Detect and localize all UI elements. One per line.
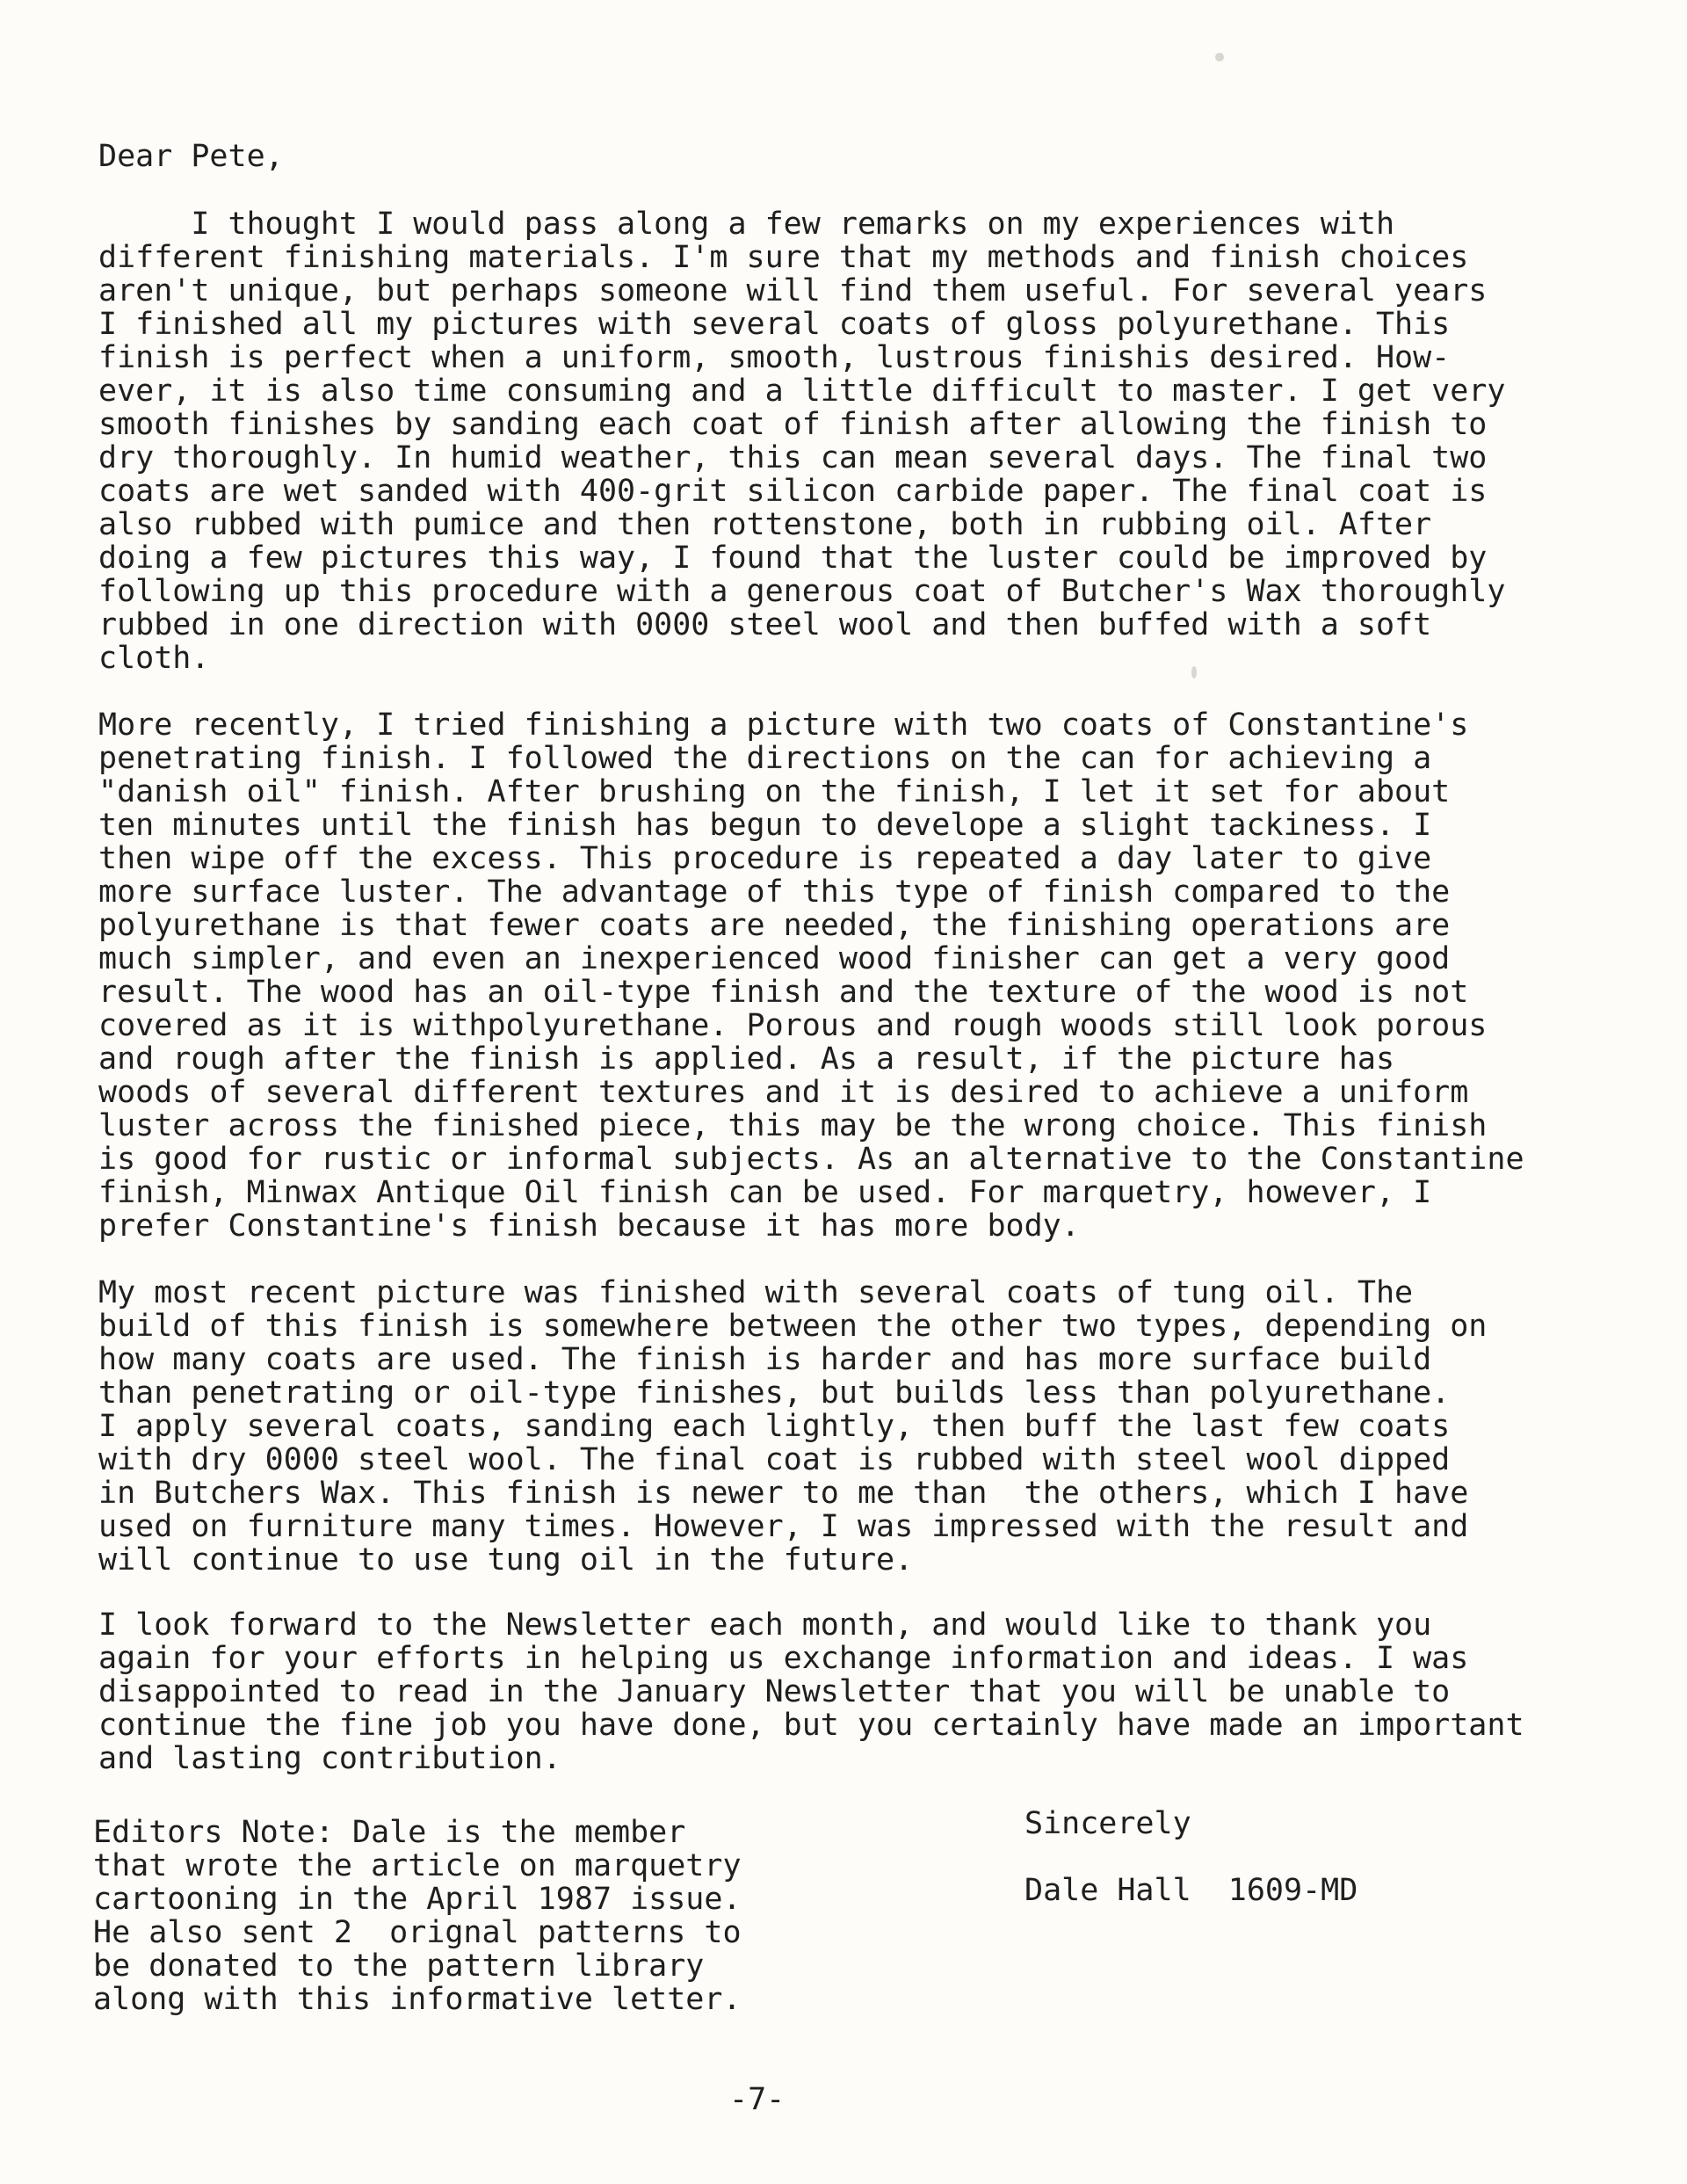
text-line: continue the fine job you have done, but you certainly have made an important bbox=[98, 1708, 1524, 1743]
text-line: finish is perfect when a uniform, smooth, lustrous finishis desired. How- bbox=[98, 340, 1451, 375]
text-line: smooth finishes by sanding each coat of finish after allowing the finish to bbox=[98, 407, 1488, 442]
text-line: I finished all my pictures with several coats of gloss polyurethane. This bbox=[98, 307, 1451, 342]
text-line: luster across the finished piece, this may be the wrong choice. This finish bbox=[98, 1108, 1488, 1143]
text-line: in Butchers Wax. This finish is newer to me than the others, which I have bbox=[98, 1476, 1469, 1511]
text-line: prefer Constantine's finish because it has more body. bbox=[98, 1208, 1080, 1244]
paper-speck bbox=[1191, 666, 1197, 678]
text-line: build of this finish is somewhere between the other two types, depending on bbox=[98, 1309, 1488, 1344]
text-line: aren't unique, but perhaps someone will find them useful. For several years bbox=[98, 273, 1488, 308]
text-line: with dry 0000 steel wool. The final coat is rubbed with steel wool dipped bbox=[98, 1442, 1451, 1477]
text-line: woods of several different textures and it is desired to achieve a uniform bbox=[98, 1075, 1469, 1110]
salutation: Dear Pete, bbox=[98, 139, 284, 174]
text-line: finish, Minwax Antique Oil finish can be used. For marquetry, however, I bbox=[98, 1175, 1432, 1210]
text-line: ever, it is also time consuming and a little difficult to master. I get very bbox=[98, 374, 1506, 409]
text-line: cloth. bbox=[98, 641, 210, 676]
text-line: more surface luster. The advantage of this type of finish compared to the bbox=[98, 874, 1451, 910]
text-line: polyurethane is that fewer coats are needed, the finishing operations are bbox=[98, 908, 1451, 943]
text-line: also rubbed with pumice and then rottenstone, both in rubbing oil. After bbox=[98, 507, 1432, 542]
text-line: disappointed to read in the January Newsletter that you will be unable to bbox=[98, 1674, 1451, 1709]
text-line: I look forward to the Newsletter each month, and would like to thank you bbox=[98, 1607, 1432, 1643]
text-line: and rough after the finish is applied. As a result, if the picture has bbox=[98, 1041, 1395, 1077]
text-line: will continue to use tung oil in the future. bbox=[98, 1542, 914, 1578]
text-line: following up this procedure with a generous coat of Butcher's Wax thoroughly bbox=[98, 574, 1506, 609]
text-line: I thought I would pass along a few remarks on my experiences with bbox=[98, 207, 1395, 242]
text-line: I apply several coats, sanding each lightly, then buff the last few coats bbox=[98, 1409, 1451, 1444]
text-line: penetrating finish. I followed the directions on the can for achieving a bbox=[98, 741, 1432, 776]
text-line: is good for rustic or informal subjects. As an alternative to the Constantine bbox=[98, 1142, 1524, 1177]
text-line: coats are wet sanded with 400-grit silicon carbide paper. The final coat is bbox=[98, 474, 1488, 509]
text-line: result. The wood has an oil-type finish and the texture of the wood is not bbox=[98, 975, 1469, 1010]
text-line: again for your efforts in helping us exchange information and ideas. I was bbox=[98, 1641, 1469, 1676]
text-line: ten minutes until the finish has begun to develope a slight tackiness. I bbox=[98, 808, 1432, 843]
text-line: and lasting contribution. bbox=[98, 1741, 561, 1776]
text-line: My most recent picture was finished with several coats of tung oil. The bbox=[98, 1275, 1414, 1310]
note-line: that wrote the article on marquetry bbox=[93, 1848, 742, 1883]
text-line: used on furniture many times. However, I was impressed with the result and bbox=[98, 1509, 1469, 1544]
text-line: More recently, I tried finishing a picture with two coats of Constantine's bbox=[98, 707, 1469, 743]
text-line: much simpler, and even an inexperienced wood finisher can get a very good bbox=[98, 941, 1451, 976]
note-line: along with this informative letter. bbox=[93, 1982, 742, 2017]
text-line: covered as it is withpolyurethane. Porous and rough woods still look porous bbox=[98, 1008, 1488, 1043]
text-line: doing a few pictures this way, I found that the luster could be improved by bbox=[98, 541, 1488, 576]
note-line: Editors Note: Dale is the member bbox=[93, 1815, 686, 1850]
text-line: dry thoroughly. In humid weather, this can mean several days. The final two bbox=[98, 440, 1488, 475]
page-number: -7- bbox=[729, 2082, 786, 2117]
note-line: cartooning in the April 1987 issue. bbox=[93, 1882, 742, 1917]
paper-speck bbox=[1215, 53, 1224, 62]
text-line: "danish oil" finish. After brushing on the finish, I let it set for about bbox=[98, 774, 1451, 809]
signature: Dale Hall 1609-MD bbox=[1025, 1873, 1358, 1908]
closing: Sincerely bbox=[1025, 1806, 1191, 1841]
text-line: rubbed in one direction with 0000 steel wool and then buffed with a soft bbox=[98, 607, 1432, 642]
text-line: then wipe off the excess. This procedure is repeated a day later to give bbox=[98, 841, 1432, 876]
text-line: than penetrating or oil-type finishes, but builds less than polyurethane. bbox=[98, 1375, 1451, 1411]
note-line: He also sent 2 orignal patterns to bbox=[93, 1915, 742, 1950]
text-line: different finishing materials. I'm sure that my methods and finish choices bbox=[98, 240, 1469, 275]
note-line: be donated to the pattern library bbox=[93, 1948, 705, 1984]
text-line: how many coats are used. The finish is harder and has more surface build bbox=[98, 1342, 1432, 1377]
